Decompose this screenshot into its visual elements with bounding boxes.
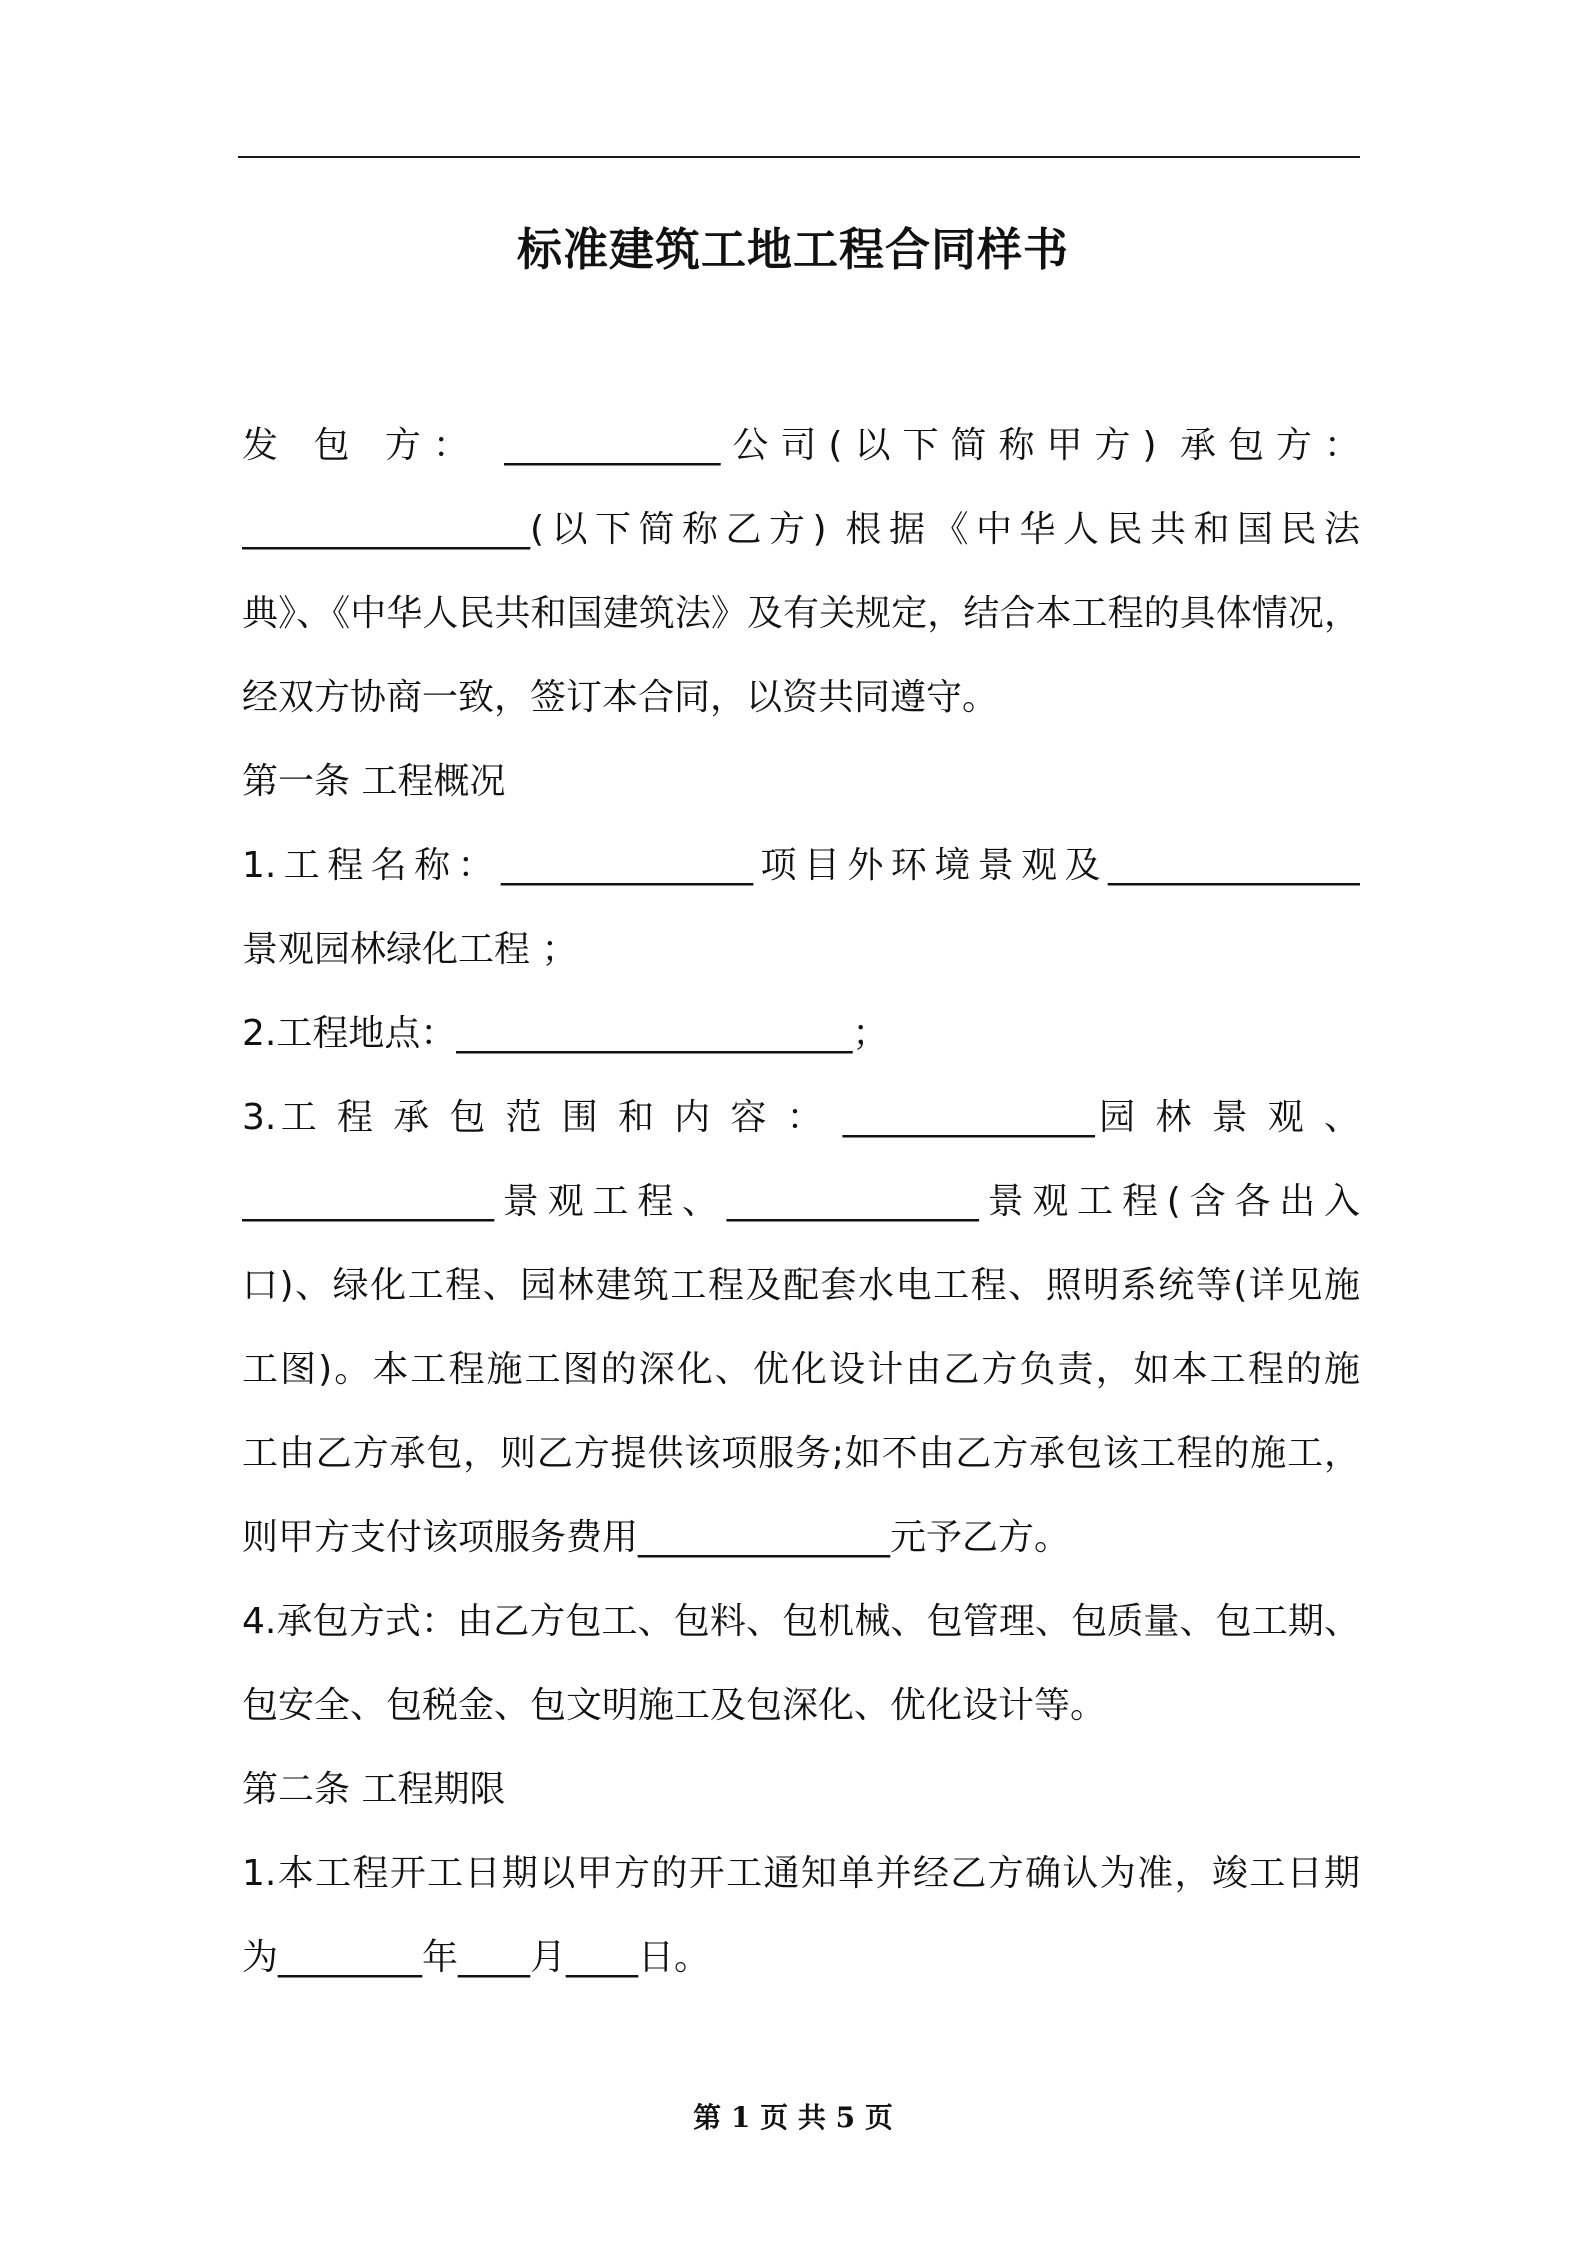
body-line: 发 包 方： ____________公司(以下简称甲方) 承包方： [242,425,1360,466]
body-line: 包安全、包税金、包文明施工及包深化、优化设计等。 [242,1685,1107,1726]
document-title: 标准建筑工地工程合同样书 [516,223,1069,276]
body-line: 1.工程名称：______________项目外环境景观及______________ [242,845,1360,886]
document-body [242,404,1360,2000]
body-line: ________________(以下简称乙方) 根据《中华人民共和国民法 [242,509,1360,550]
body-line: 景观园林绿化工程 ； [242,929,578,970]
body-line: 2.工程地点：______________________； [242,1013,889,1054]
body-line: 则甲方支付该项服务费用______________元予乙方。 [242,1517,1071,1558]
body-line: 工图)。本工程施工图的深化、优化设计由乙方负责，如本工程的施 [242,1349,1360,1390]
section-heading: 第一条 工程概况 [242,761,506,802]
body-line: 3.工 程 承 包 范 围 和 内 容 ： ______________园 林 景 观 、 [242,1097,1360,1138]
body-line: 典》、《中华人民共和国建筑法》及有关规定，结合本工程的具体情况， [242,593,1360,634]
body-line: 经双方协商一致，签订本合同，以资共同遵守。 [242,677,999,718]
body-line: 1.本工程开工日期以甲方的开工通知单并经乙方确认为准，竣工日期 [242,1853,1360,1894]
section-heading: 第二条 工程期限 [242,1769,506,1810]
page-number: 第 1 页 共 5 页 [693,2101,893,2134]
header-rule [238,156,1360,158]
body-line: 4.承包方式：由乙方包工、包料、包机械、包管理、包质量、包工期、 [242,1601,1360,1642]
body-line: 为________年____月____日。 [242,1937,711,1978]
body-line: 工由乙方承包，则乙方提供该项服务;如不由乙方承包该工程的施工， [242,1433,1360,1474]
body-line: 口)、绿化工程、园林建筑工程及配套水电工程、照明系统等(详见施 [242,1265,1360,1306]
body-line: ______________景观工程、______________景观工程(含各出入 [242,1181,1360,1222]
